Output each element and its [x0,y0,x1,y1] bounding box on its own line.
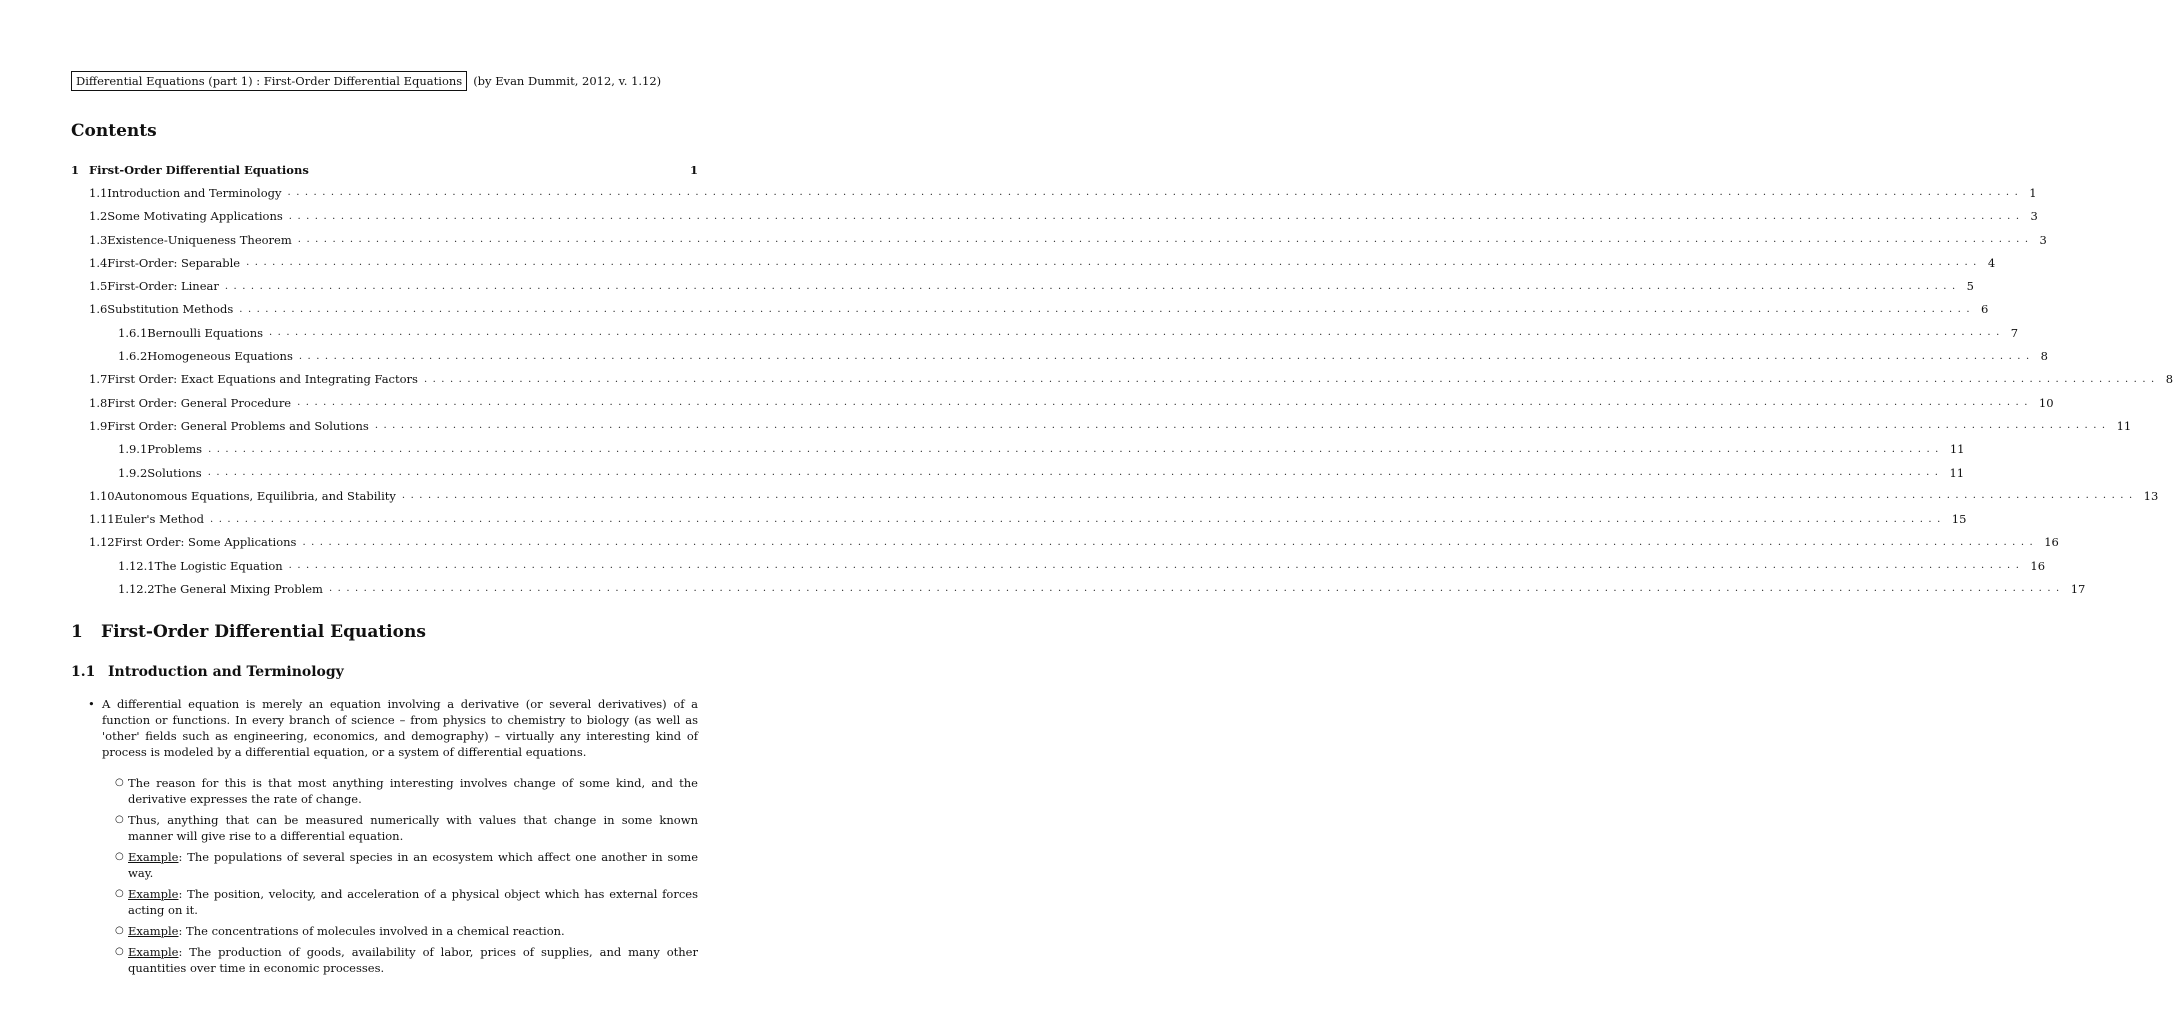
subsection-title: Introduction and Terminology [108,664,344,680]
toc-entry-page[interactable]: 10 [2038,395,2054,410]
toc-entry-title[interactable]: Solutions [147,465,202,480]
main-bullet-text: A differential equation is merely an equation involving a derivative (or several derivatives) of a function or functions. In every branch of science – from physics to chemistry to biology (as well as 'other' fields such as engineering, economics, and demography) – virtually any interesting kind of process is modeled by a differential equation, or a system of differential equations. [102,697,698,759]
toc-entry[interactable] [71,181,2037,204]
author-byline: (by Evan Dummit, 2012, v. 1.12) [473,74,662,88]
subsection-number: 1.1 [71,664,96,680]
toc-entry-title[interactable]: Autonomous Equations, Equilibria, and Stability [114,488,396,503]
toc-entry-number: 1.4 [89,255,108,270]
toc-dot-leader: ........................................................................................................................................................................................................ [302,536,2039,548]
sub-bullet-item [115,812,698,844]
toc-entry[interactable] [71,391,2054,414]
toc-entry-number: 1.6 [89,302,108,317]
toc-entry-page[interactable]: 16 [2030,558,2046,573]
sub-bullet-item [115,886,698,918]
toc-dot-leader: ........................................................................................................................................................................................................ [246,257,1982,269]
toc-entry-title[interactable]: First-Order: Linear [107,279,219,294]
toc-entry[interactable] [71,298,1989,321]
toc-dot-leader: ........................................................................................................................................................................................................ [269,327,2005,339]
toc-entry-number: 1.11 [89,512,115,527]
toc-entry-number: 1.9.2 [118,465,148,480]
toc-entry-title[interactable]: First-Order Differential Equations [89,162,309,177]
sub-bullet-body: : The populations of several species in an ecosystem which affect one another in some way. [128,850,698,880]
circle-bullet-icon: ○ [115,888,124,899]
sub-bullet-item [115,849,698,881]
sub-bullet-item [115,923,698,939]
toc-entry-title[interactable]: The General Mixing Problem [154,581,323,596]
toc-entry-number: 1.9.1 [118,442,148,457]
toc-entry-number: 1.2 [89,209,108,224]
sub-bullet-text [128,775,698,807]
toc-entry-title[interactable]: First Order: General Procedure [107,395,292,410]
toc-entry-title[interactable]: Existence-Uniqueness Theorem [107,232,292,247]
toc-entry-number: 1.12 [89,535,115,550]
circle-bullet-icon: ○ [115,946,124,957]
toc-entry-page[interactable]: 11 [2116,418,2132,433]
toc-entry-number: 1.3 [89,232,108,247]
toc-entry-page[interactable]: 4 [1987,255,1996,270]
toc-entry[interactable] [71,438,1965,461]
toc-entry-title[interactable]: First Order: Some Applications [114,535,297,550]
sub-bullet-body: The reason for this is that most anything interesting involves change of some kind, and the derivative expresses the rate of change. [128,776,698,806]
section-body [88,696,698,981]
main-bullet [88,696,698,760]
toc-entry-title[interactable]: Homogeneous Equations [147,349,293,364]
toc-entry-page[interactable]: 6 [1981,302,1989,317]
toc-entry[interactable] [71,344,2048,367]
toc-entry-page[interactable]: 3 [2030,209,2038,224]
sub-bullet-item [115,944,698,976]
toc-entry-page[interactable]: 11 [1949,442,1965,457]
toc-entry-number: 1.6.1 [118,325,148,340]
sub-bullet-text [128,812,698,844]
toc-entry-page[interactable]: 1 [2029,185,2037,200]
toc-entry-page[interactable]: 11 [1949,465,1965,480]
toc-entry-title[interactable]: First Order: General Problems and Solutions [107,418,369,433]
toc-entry-title[interactable]: Some Motivating Applications [107,209,283,224]
toc-dot-leader: ........................................................................................................................................................................................................ [210,513,1946,525]
circle-bullet-icon: ○ [115,814,124,825]
toc-entry-title[interactable]: Substitution Methods [107,302,234,317]
toc-entry[interactable] [71,577,2086,600]
toc-dot-leader: ........................................................................................................................................................................................................ [423,373,2160,385]
section-number: 1 [71,622,83,642]
toc-entry-title[interactable]: Euler's Method [114,512,205,527]
example-label: Example [128,887,179,901]
circle-bullet-icon: ○ [115,925,124,936]
toc-entry-title[interactable]: Introduction and Terminology [107,185,282,200]
toc-entry-title[interactable]: Problems [147,442,203,457]
toc-entry[interactable] [71,251,1996,274]
toc-entry[interactable] [71,205,2038,228]
toc-entry[interactable] [71,531,2059,554]
toc-entry-page[interactable]: 3 [2039,232,2047,247]
toc-dot-leader: ........................................................................................................................................................................................................ [328,583,2065,595]
toc-entry-page[interactable]: 8 [2040,349,2048,364]
toc-entry-number: 1.5 [89,279,108,294]
toc-entry[interactable] [71,368,2173,391]
sub-bullet-list [115,775,698,976]
sub-bullet-body: : The position, velocity, and acceleration of a physical object which has external forces acting on it. [128,887,698,917]
toc-entry-number: 1.8 [89,395,108,410]
toc-entry-number: 1.7 [89,372,108,387]
toc-dot-leader: ........................................................................................................................................................................................................ [224,280,1961,292]
toc-entry[interactable] [71,484,2159,507]
sub-bullet-body: : The concentrations of molecules involved in a chemical reaction. [178,924,565,938]
toc-entry[interactable] [71,507,1967,530]
toc-entry[interactable] [71,228,2047,251]
circle-bullet-icon: ○ [115,851,124,862]
toc-entry-page[interactable]: 8 [2165,372,2173,387]
sub-bullet-text [128,849,698,881]
toc-entry-number: 1.12.1 [118,558,155,573]
toc-dot-leader: ........................................................................................................................................................................................................ [297,397,2033,409]
toc-entry-title[interactable]: First-Order: Separable [107,255,241,270]
toc-entry[interactable] [71,274,1974,297]
toc-entry-page[interactable]: 17 [2070,581,2086,596]
toc-entry-page[interactable]: 13 [2143,488,2159,503]
toc-entry-number: 1 [71,162,80,177]
sub-bullet-body: Thus, anything that can be measured numerically with values that change in some known manner will give rise to a differential equation. [128,813,698,843]
toc-dot-leader: ........................................................................................................................................................................................................ [288,210,2025,222]
toc-dot-leader: ........................................................................................................................................................................................................ [288,560,2025,572]
toc-entry-page[interactable]: 1 [689,162,698,177]
example-label: Example [128,924,179,938]
toc-dot-leader: ........................................................................................................................................................................................................ [239,303,1976,315]
toc-dot-leader: ........................................................................................................................................................................................................ [401,490,2138,502]
toc-entry-number: 1.9 [89,418,108,433]
toc-entry-number: 1.12.2 [118,581,155,596]
toc-entry-title[interactable]: The Logistic Equation [154,558,283,573]
toc-entry[interactable] [71,554,2046,577]
document-title-box: Differential Equations (part 1) : First-Order Differential Equations [71,71,467,91]
bullet-mark: • [88,697,95,711]
toc-dot-leader: ........................................................................................................................................................................................................ [207,467,1944,478]
example-label: Example [128,850,179,864]
toc-entry-page[interactable]: 16 [2044,535,2059,550]
toc-entry-page[interactable]: 5 [1966,279,1974,294]
toc-entry-number: 1.6.2 [118,349,148,364]
toc-entry-number: 1.1 [89,185,108,200]
toc-entry-page[interactable]: 7 [2010,325,2019,340]
contents-heading: Contents [71,121,157,141]
toc-entry[interactable] [71,158,698,181]
toc-entry[interactable] [71,321,2019,344]
toc-entry[interactable] [71,461,1965,484]
toc-dot-leader: ........................................................................................................................................................................................................ [297,234,2034,246]
sub-bullet-text [128,886,698,918]
sub-bullet-text [128,944,698,976]
toc-entry-title[interactable]: First Order: Exact Equations and Integrating Factors [107,372,418,387]
document-header [71,71,661,91]
example-label: Example [128,945,179,959]
sub-bullet-body: : The production of goods, availability of labor, prices of supplies, and many other quantities over time in economic processes. [128,945,698,975]
toc-entry-page[interactable]: 15 [1951,512,1967,527]
toc-dot-leader: ........................................................................................................................................................................................................ [208,443,1944,455]
sub-bullet-text [128,923,565,939]
table-of-contents [71,158,2173,601]
section-heading [71,622,426,642]
subsection-heading [71,664,344,680]
toc-entry-title[interactable]: Bernoulli Equations [147,325,263,340]
section-title: First-Order Differential Equations [101,622,426,642]
toc-dot-leader: ........................................................................................................................................................................................................ [298,350,2035,362]
toc-dot-leader: ........................................................................................................................................................................................................ [287,187,2024,199]
toc-entry[interactable] [71,414,2132,437]
toc-entry-number: 1.10 [89,488,115,503]
circle-bullet-icon: ○ [115,777,124,788]
toc-dot-leader: ........................................................................................................................................................................................................ [374,420,2111,432]
sub-bullet-item [115,775,698,807]
